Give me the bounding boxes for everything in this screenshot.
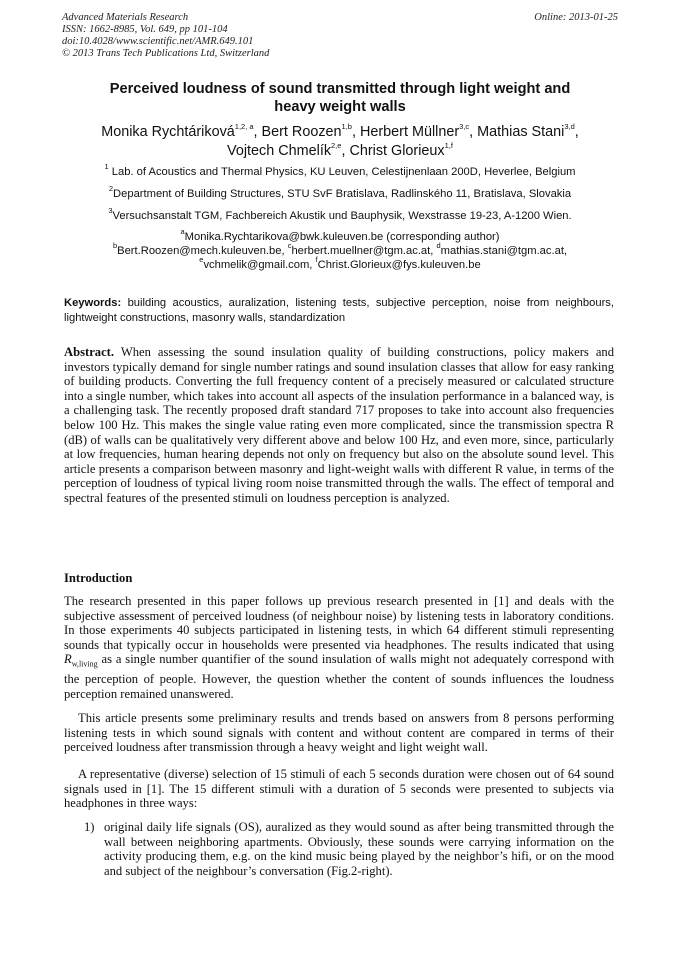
symbol-r: R bbox=[64, 652, 72, 667]
email-address: mathias.stani@tgm.ac.at, bbox=[440, 245, 568, 257]
email-address: vchmelik@gmail.com, bbox=[203, 259, 316, 271]
affiliation-3 bbox=[30, 206, 650, 223]
paper-title bbox=[70, 80, 610, 116]
author-superscript: 1,2, a bbox=[234, 122, 254, 132]
journal-name: Advanced Materials Research bbox=[62, 12, 189, 23]
email-superscript: e bbox=[199, 255, 204, 265]
author-separator: , bbox=[574, 124, 579, 140]
author-superscript: 2,e bbox=[331, 141, 342, 151]
email-address: herbert.muellner@tgm.ac.at, bbox=[291, 245, 437, 257]
affiliation-text: Lab. of Acoustics and Thermal Physics, KU Leuven, Celestijnenlaan 200D, Heverlee, Belgium bbox=[111, 166, 576, 178]
email-address: Monika.Rychtarikova@bwk.kuleuven.be (corresponding author) bbox=[184, 231, 500, 243]
author-name: , Herbert Müllner bbox=[351, 124, 460, 140]
abstract-label: Abstract. bbox=[64, 345, 115, 359]
authors-line-2 bbox=[40, 142, 640, 161]
section-heading-introduction: Introduction bbox=[64, 571, 133, 585]
email-address: Christ.Glorieux@fys.kuleuven.be bbox=[317, 259, 481, 271]
affiliation-text: Department of Building Structures, STU SvF Bratislava, Radlinského 11, Bratislava, Slovakia bbox=[113, 188, 572, 200]
email-line-3 bbox=[40, 255, 640, 272]
author-superscript: 1,f bbox=[444, 141, 453, 151]
author-name: , Christ Glorieux bbox=[341, 143, 445, 159]
email-line-1 bbox=[40, 227, 640, 244]
authors-line-1 bbox=[40, 123, 640, 142]
author-superscript: 3,c bbox=[459, 122, 470, 132]
list-number: 1) bbox=[84, 820, 95, 834]
title-line-2: heavy weight walls bbox=[274, 99, 406, 115]
affiliation-2 bbox=[30, 184, 650, 201]
email-address: Bert.Roozen@mech.kuleuven.be, bbox=[117, 245, 288, 257]
paragraph-1 bbox=[64, 594, 614, 702]
journal-header bbox=[62, 12, 618, 60]
author-list bbox=[40, 123, 640, 161]
email-superscript: a bbox=[180, 227, 185, 237]
journal-copyright: © 2013 Trans Tech Publications Ltd, Switzerland bbox=[62, 48, 270, 59]
affiliation-text: Versuchsanstalt TGM, Fachbereich Akustik und Bauphysik, Wexstrasse 19-23, A-1200 Wien. bbox=[112, 210, 572, 222]
abstract-text: When assessing the sound insulation quality of building constructions, policy makers and investors typically demand for single number ratings and sound insulation classes that allow for easy ranking of building products. Converting the full frequency content of a precisely measured or calculated structure into a single number, which takes into account all aspects of the insulation performance in a balanced way, is a challenging task. The recently proposed draft standard 717 proposes to take into account also frequencies below 100 Hz. This makes the single value rating even more complicated, since the transmission spectra R (dB) of walls can be qualitatively very different above and below 100 Hz, and even more, since, particularly at low frequencies, human hearing depends not only on frequency but also on the absolute sound level. This article presents a comparison between masonry and light-weight walls with different R value, in terms of the perception of loudness of typical living room noise transmitted through the walls. The effect of temporal and spectral features of the presented stimuli on loudness perception is analyzed. bbox=[64, 345, 615, 505]
email-line-2 bbox=[40, 241, 640, 258]
abstract bbox=[64, 345, 614, 506]
affiliation-superscript: 2 bbox=[108, 184, 114, 194]
author-name: Monika Rychtáriková bbox=[101, 124, 235, 140]
list-item bbox=[84, 820, 614, 878]
affiliation-1 bbox=[30, 162, 650, 179]
title-line-1: Perceived loudness of sound transmitted through light weight and bbox=[109, 81, 571, 97]
journal-doi: doi:10.4028/www.scientific.net/AMR.649.101 bbox=[62, 36, 254, 47]
list-item-text: original daily life signals (OS), auralized as they would sound as after being transmitted through the wall between neighboring apartments. Obviously, these sounds were carrying information on the activity producing them, e.g. on the kind music being played by the neighbor’s hifi, or on the mood and subject of the neighbour’s conversation (Fig.2-right). bbox=[104, 820, 614, 878]
symbol-subscript: w,living bbox=[71, 659, 98, 669]
paragraph-2: This article presents some preliminary results and trends based on answers from 8 persons performing listening tests in which sound signals with content and without content are compared in terms of their perceived loudness after transmission through a heavy weight and light weight wall. bbox=[64, 711, 614, 755]
affiliation-superscript: 1 bbox=[104, 162, 109, 172]
journal-issn: ISSN: 1662-8985, Vol. 649, pp 101-104 bbox=[62, 24, 228, 35]
author-name: Vojtech Chmelík bbox=[227, 143, 332, 159]
keywords-text: building acoustics, auralization, listening tests, subjective perception, noise from neighbours, lightweight constructions, masonry walls, standardization bbox=[64, 297, 615, 324]
author-superscript: 1,b bbox=[341, 122, 352, 132]
paragraph-1-text-b: as a single number quantifier of the sound insulation of walls might not adequately correspond with the perception of people. However, the question whether the content of sounds influences the loudness perception remained unanswered. bbox=[64, 652, 614, 702]
email-block bbox=[40, 227, 640, 272]
email-superscript: c bbox=[287, 241, 292, 251]
paragraph-3: A representative (diverse) selection of 15 stimuli of each 5 seconds duration were chosen out of 64 sound signals used in [1]. The 15 different stimuli with a duration of 5 seconds were presented to subjects via headphones in three ways: bbox=[64, 767, 614, 811]
paragraph-1-text-a: The research presented in this paper follows up previous research presented in [1] and deals with the subjective assessment of perceived loudness (of neighbour noise) by listening tests in laboratory conditions. In those experiments 40 subjects participated in listening tests, in which 64 different stimuli representing sounds that typically occur in households were presented via headphones. The results indicated that using bbox=[64, 594, 614, 652]
affiliation-superscript: 3 bbox=[108, 206, 113, 216]
email-superscript: b bbox=[112, 241, 118, 251]
email-superscript: f bbox=[315, 255, 318, 265]
author-superscript: 3,d bbox=[564, 122, 575, 132]
author-name: , Mathias Stani bbox=[469, 124, 565, 140]
author-name: , Bert Roozen bbox=[253, 124, 342, 140]
keywords-label: Keywords: bbox=[64, 297, 122, 309]
online-date: Online: 2013-01-25 bbox=[534, 12, 618, 23]
keywords bbox=[64, 296, 614, 325]
email-superscript: d bbox=[436, 241, 441, 251]
